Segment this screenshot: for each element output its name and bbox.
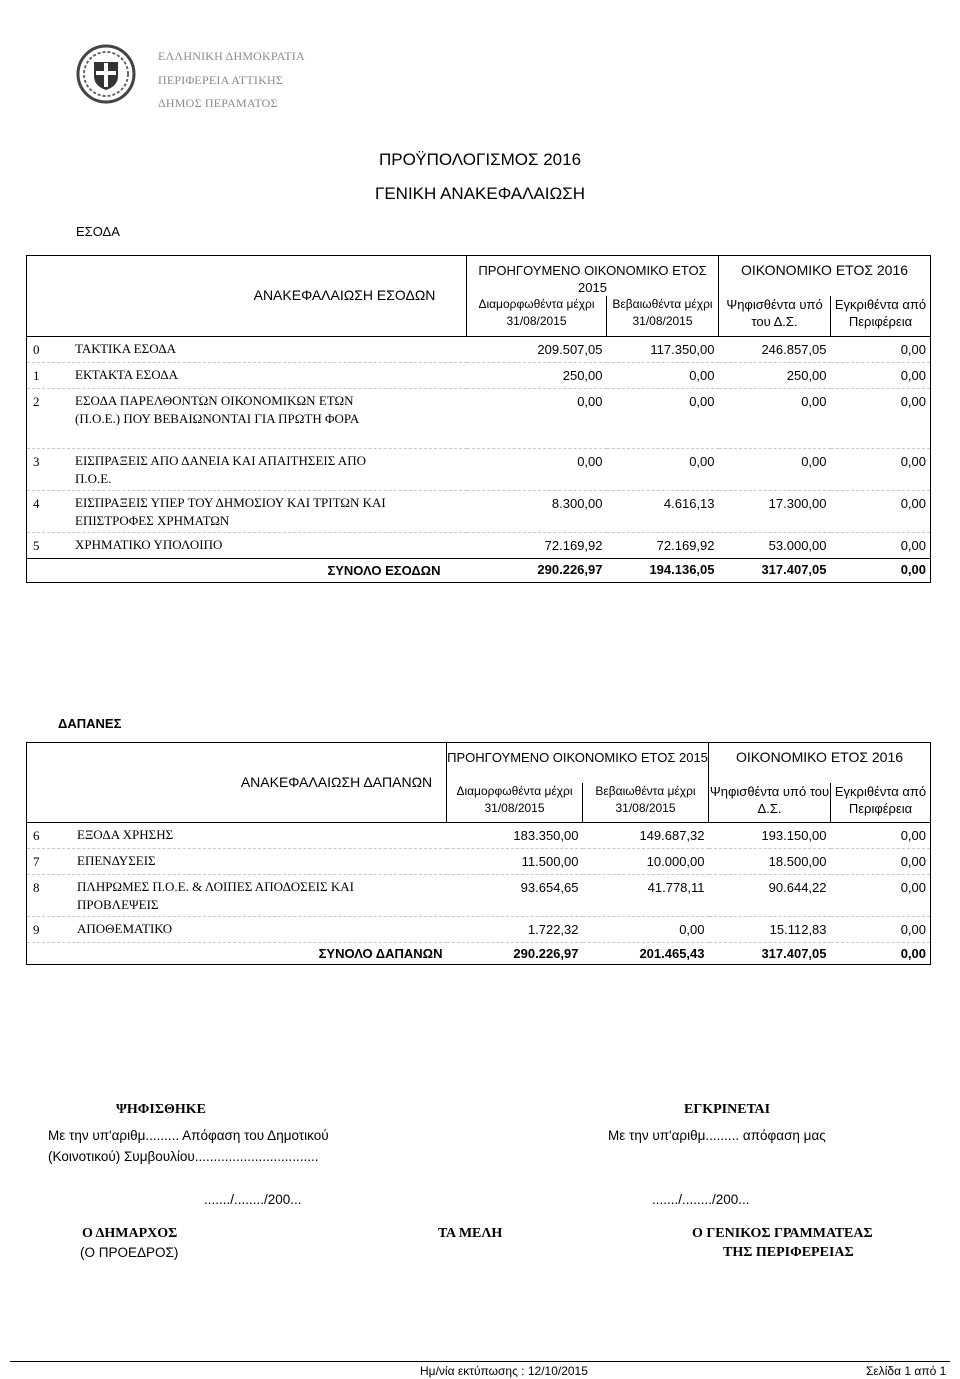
row-value-v2: 72.169,92 — [607, 532, 719, 558]
row-value-v1: 1.722,32 — [447, 917, 583, 943]
row-value-v1: 11.500,00 — [447, 849, 583, 875]
row-value-v2: 4.616,13 — [607, 490, 719, 532]
row-value-v4: 0,00 — [831, 490, 931, 532]
row-value-v3: 18.500,00 — [709, 849, 831, 875]
row-label: ΕΣΟΔΑ ΠΑΡΕΛΘΟΝΤΩΝ ΟΙΚΟΝΟΜΙΚΩΝ ΕΤΩΝ (Π.Ο.Ε.) ΠΟΥ ΒΕΒΑΙΩΝΟΝΤΑΙ ΓΙΑ ΠΡΩΤΗ ΦΟΡΑ — [75, 392, 360, 426]
row-value-v3: 17.300,00 — [719, 490, 831, 532]
row-label: ΕΠΕΝΔΥΣΕΙΣ — [77, 853, 156, 868]
row-code: 5 — [33, 537, 40, 553]
revenue-col-certified: Βεβαιωθέντα μέχρι 31/08/2015 — [607, 296, 719, 336]
revenue-total-v3: 317.407,05 — [719, 558, 831, 582]
table-row — [27, 532, 931, 558]
row-value-v1: 0,00 — [467, 448, 607, 490]
greek-emblem-icon — [76, 44, 136, 104]
voted-text-2: (Κοινοτικού) Συμβουλίου................................. — [48, 1149, 319, 1164]
footer-rule — [10, 1361, 950, 1362]
expenses-total-v4: 0,00 — [900, 945, 927, 961]
row-value-v4: 0,00 — [831, 917, 931, 943]
revenue-total-label: ΣΥΝΟΛΟ ΕΣΟΔΩΝ — [27, 558, 467, 582]
row-value-v4: 0,00 — [831, 448, 931, 490]
row-value-v1: 183.350,00 — [447, 823, 583, 849]
mayor-subtitle: (Ο ΠΡΟΕΔΡΟΣ) — [80, 1245, 179, 1260]
row-value-v2: 149.687,32 — [583, 823, 709, 849]
secretary-title: Ο ΓΕΝΙΚΟΣ ΓΡΑΜΜΑΤΕΑΣ — [692, 1226, 873, 1241]
row-value-v2: 0,00 — [607, 388, 719, 448]
page-title: ΠΡΟΫΠΟΛΟΓΙΣΜΟΣ 2016 — [378, 150, 582, 169]
voted-title: ΨΗΦΙΣΘΗΚΕ — [116, 1102, 207, 1117]
revenue-col-voted: Ψηφισθέντα υπό του Δ.Σ. — [719, 296, 831, 336]
row-label: ΧΡΗΜΑΤΙΚΟ ΥΠΟΛΟΙΠΟ — [75, 536, 223, 552]
row-value-v2: 0,00 — [583, 917, 709, 943]
table-row — [27, 849, 931, 875]
revenue-prev-year-header: ΠΡΟΗΓΟΥΜΕΝΟ ΟΙΚΟΝΟΜΙΚΟ ΕΤΟΣ 2015 — [467, 256, 719, 297]
row-value-v4: 0,00 — [831, 849, 931, 875]
row-value-v3: 0,00 — [719, 388, 831, 448]
row-code: 7 — [33, 854, 40, 869]
expenses-total-label: ΣΥΝΟΛΟ ΔΑΠΑΝΩΝ — [318, 946, 443, 961]
row-code: 8 — [33, 880, 40, 895]
expenses-prev-year-header: ΠΡΟΗΓΟΥΜΕΝΟ ΟΙΚΟΝΟΜΙΚΟ ΕΤΟΣ 2015 — [447, 743, 709, 783]
row-value-v1: 0,00 — [467, 388, 607, 448]
revenue-cur-year-header: ΟΙΚΟΝΟΜΙΚΟ ΕΤΟΣ 2016 — [741, 262, 909, 278]
row-code: 4 — [33, 495, 40, 511]
row-value-v1: 8.300,00 — [467, 490, 607, 532]
row-code: 1 — [33, 367, 40, 383]
row-value-v1: 93.654,65 — [447, 875, 583, 917]
table-row — [27, 917, 931, 943]
row-value-v1: 250,00 — [467, 362, 607, 388]
row-value-v4: 0,00 — [831, 823, 931, 849]
row-label: ΠΛΗΡΩΜΕΣ Π.Ο.Ε. & ΛΟΙΠΕΣ ΑΠΟΔΟΣΕΙΣ ΚΑΙ ΠΡΟΒΛΕΨΕΙΣ — [77, 879, 354, 912]
row-value-v4: 0,00 — [831, 362, 931, 388]
row-value-v3: 193.150,00 — [709, 823, 831, 849]
revenue-section-title: ΕΣΟΔΑ — [76, 224, 120, 239]
row-value-v2: 0,00 — [607, 362, 719, 388]
revenue-summary-header: ΑΝΑΚΕΦΑΛΑΙΩΣΗ ΕΣΟΔΩΝ — [253, 286, 436, 303]
expenses-section-title: ΔΑΠΑΝΕΣ — [58, 716, 122, 731]
revenue-total-v2: 194.136,05 — [607, 558, 719, 582]
expenses-table — [26, 742, 931, 965]
row-value-v3: 53.000,00 — [719, 532, 831, 558]
row-code: 6 — [33, 828, 40, 843]
voted-date: ......./......../200... — [204, 1192, 302, 1207]
row-code: 9 — [33, 922, 40, 937]
members-title: ΤΑ ΜΕΛΗ — [438, 1226, 503, 1241]
voted-text-1: Με την υπ'αριθμ......... Απόφαση του Δημοτικού — [48, 1128, 329, 1143]
revenue-table — [26, 255, 931, 583]
revenue-col-formed: Διαμορφωθέντα μέχρι 31/08/2015 — [467, 296, 607, 336]
row-value-v4: 0,00 — [831, 875, 931, 917]
page-subtitle: ΓΕΝΙΚΗ ΑΝΑΚΕΦΑΛΑΙΩΣΗ — [374, 184, 586, 203]
expenses-cur-year-header: ΟΙΚΟΝΟΜΙΚΟ ΕΤΟΣ 2016 — [736, 749, 904, 765]
row-code: 3 — [33, 453, 40, 469]
expenses-total-v2: 201.465,43 — [639, 945, 705, 961]
row-code: 2 — [33, 393, 40, 409]
print-date: Ημ/νία εκτύπωσης : 12/10/2015 — [420, 1364, 588, 1378]
row-label: ΕΞΟΔΑ ΧΡΗΣΗΣ — [77, 827, 174, 842]
table-row — [27, 362, 931, 388]
row-label: ΕΙΣΠΡΑΞΕΙΣ ΥΠΕΡ ΤΟΥ ΔΗΜΟΣΙΟΥ ΚΑΙ ΤΡΙΤΩΝ ΚΑΙ ΕΠΙΣΤΡΟΦΕΣ ΧΡΗΜΑΤΩΝ — [75, 494, 386, 528]
expenses-col-formed: Διαμορφωθέντα μέχρι 31/08/2015 — [447, 783, 583, 823]
letterhead-line-2: ΠΕΡΙΦΕΡΕΙΑ ΑΤΤΙΚΗΣ — [158, 73, 284, 87]
table-row — [27, 336, 931, 362]
row-code: 0 — [33, 341, 40, 357]
expenses-col-approved: Εγκριθέντα από Περιφέρεια — [831, 783, 931, 823]
expenses-total-v3: 317.407,05 — [761, 945, 827, 961]
secretary-subtitle: ΤΗΣ ΠΕΡΙΦΕΡΕΙΑΣ — [723, 1245, 854, 1260]
revenue-col-approved: Εγκριθέντα από Περιφέρεια — [831, 296, 931, 336]
approved-text: Με την υπ'αριθμ......... απόφαση μας — [608, 1128, 826, 1143]
expenses-summary-header: ΑΝΑΚΕΦΑΛΑΙΩΣΗ ΔΑΠΑΝΩΝ — [240, 773, 433, 790]
expenses-col-certified: Βεβαιωθέντα μέχρι 31/08/2015 — [583, 783, 709, 823]
row-value-v3: 90.644,22 — [709, 875, 831, 917]
mayor-title: Ο ΔΗΜΑΡΧΟΣ — [82, 1226, 178, 1241]
row-value-v2: 41.778,11 — [583, 875, 709, 917]
table-row — [27, 448, 931, 490]
letterhead-line-3: ΔΗΜΟΣ ΠΕΡΑΜΑΤΟΣ — [158, 96, 278, 110]
row-value-v2: 10.000,00 — [583, 849, 709, 875]
expenses-total-row — [27, 943, 931, 965]
row-value-v4: 0,00 — [831, 336, 931, 362]
row-label: ΤΑΚΤΙΚΑ ΕΣΟΔΑ — [75, 340, 177, 356]
table-row — [27, 875, 931, 917]
row-value-v2: 117.350,00 — [607, 336, 719, 362]
revenue-total-row — [27, 558, 931, 582]
row-value-v3: 15.112,83 — [709, 917, 831, 943]
row-value-v2: 0,00 — [607, 448, 719, 490]
row-value-v4: 0,00 — [831, 532, 931, 558]
table-row — [27, 388, 931, 448]
revenue-total-v1: 290.226,97 — [467, 558, 607, 582]
expenses-col-voted: Ψηφισθέντα υπό του Δ.Σ. — [709, 783, 831, 823]
table-row — [27, 823, 931, 849]
table-row — [27, 490, 931, 532]
letterhead-line-1: ΕΛΛΗΝΙΚΗ ΔΗΜΟΚΡΑΤΙΑ — [158, 49, 305, 63]
approved-title: ΕΓΚΡΙΝΕΤΑΙ — [684, 1102, 771, 1117]
row-value-v3: 246.857,05 — [719, 336, 831, 362]
row-label: ΑΠΟΘΕΜΑΤΙΚΟ — [77, 921, 173, 936]
row-label: ΕΚΤΑΚΤΑ ΕΣΟΔΑ — [75, 366, 179, 382]
page-number: Σελίδα 1 από 1 — [866, 1364, 947, 1378]
row-value-v1: 209.507,05 — [467, 336, 607, 362]
expenses-total-v1: 290.226,97 — [513, 945, 579, 961]
row-value-v1: 72.169,92 — [467, 532, 607, 558]
row-value-v4: 0,00 — [831, 388, 931, 448]
revenue-total-v4: 0,00 — [831, 558, 931, 582]
approved-date: ......./......../200... — [652, 1192, 750, 1207]
row-value-v3: 0,00 — [719, 448, 831, 490]
row-value-v3: 250,00 — [719, 362, 831, 388]
row-label: ΕΙΣΠΡΑΞΕΙΣ ΑΠΟ ΔΑΝΕΙΑ ΚΑΙ ΑΠΑΙΤΗΣΕΙΣ ΑΠΟ Π.Ο.Ε. — [75, 452, 366, 486]
